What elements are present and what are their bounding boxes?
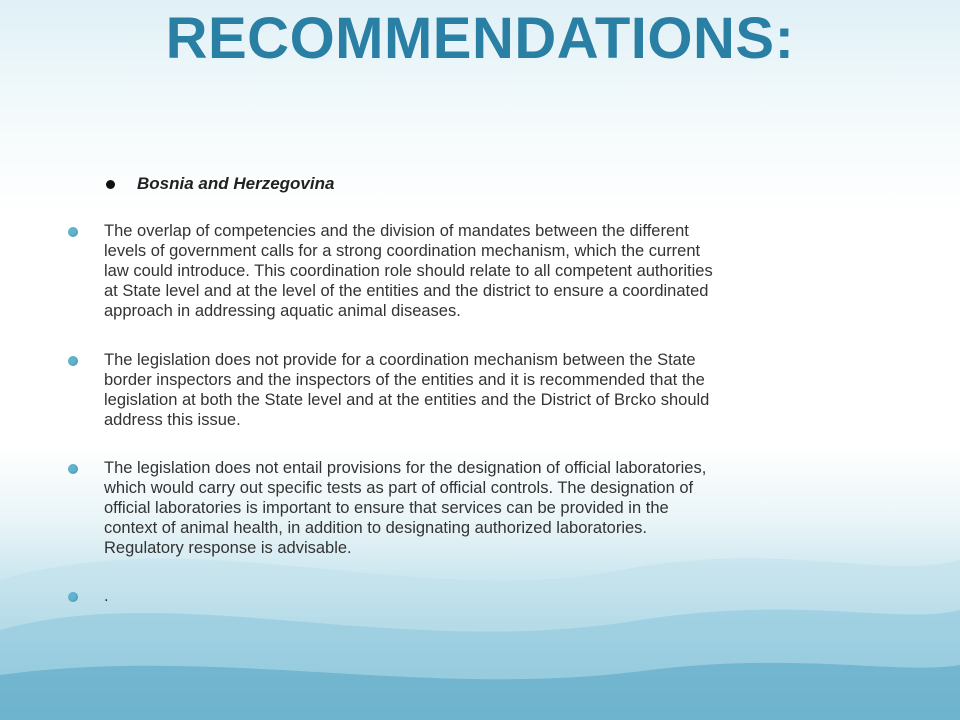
bullet-line: context of animal health, in addition to designating authorized laboratories. (104, 519, 648, 537)
bullet-line: which would carry out specific tests as part of official controls. The designation of (104, 479, 694, 497)
subheading-item (106, 172, 334, 196)
bullet-line: at State level and at the level of the entities and the district to ensure a coordinated (104, 282, 709, 300)
bullet-text (104, 458, 894, 558)
bullet-dot-icon (68, 356, 78, 366)
bullet-line: address this issue. (104, 411, 241, 429)
bullet-text (104, 586, 894, 606)
bullet-dot-icon (68, 464, 78, 474)
bullet-line: . (104, 587, 109, 605)
bullet-dot-icon (106, 180, 115, 189)
bullet-line: Regulatory response is advisable. (104, 539, 352, 557)
slide-title: RECOMMENDATIONS: (165, 6, 795, 71)
bullet-line: The legislation does not entail provisions for the designation of official laboratories, (104, 459, 707, 477)
bullet-line: The overlap of competencies and the division of mandates between the different (104, 222, 689, 240)
bullet-line: border inspectors and the inspectors of the entities and it is recommended that the (104, 371, 705, 389)
bullet-dot-icon (68, 592, 78, 602)
bullet-line: levels of government calls for a strong coordination mechanism, which the current (104, 242, 701, 260)
bullet-line: law could introduce. This coordination role should relate to all competent authorities (104, 262, 713, 280)
bullet-dot-icon (68, 227, 78, 237)
bullet-text (104, 221, 894, 321)
bullet-line: legislation at both the State level and at the entities and the District of Brcko should (104, 391, 710, 409)
bullet-line: approach in addressing aquatic animal diseases. (104, 302, 461, 320)
bullet-line: official laboratories is important to ensure that services can be provided in the (104, 499, 669, 517)
bullet-text (104, 350, 894, 430)
subheading-label: Bosnia and Herzegovina (137, 174, 335, 193)
bullet-line: The legislation does not provide for a coordination mechanism between the State (104, 351, 696, 369)
